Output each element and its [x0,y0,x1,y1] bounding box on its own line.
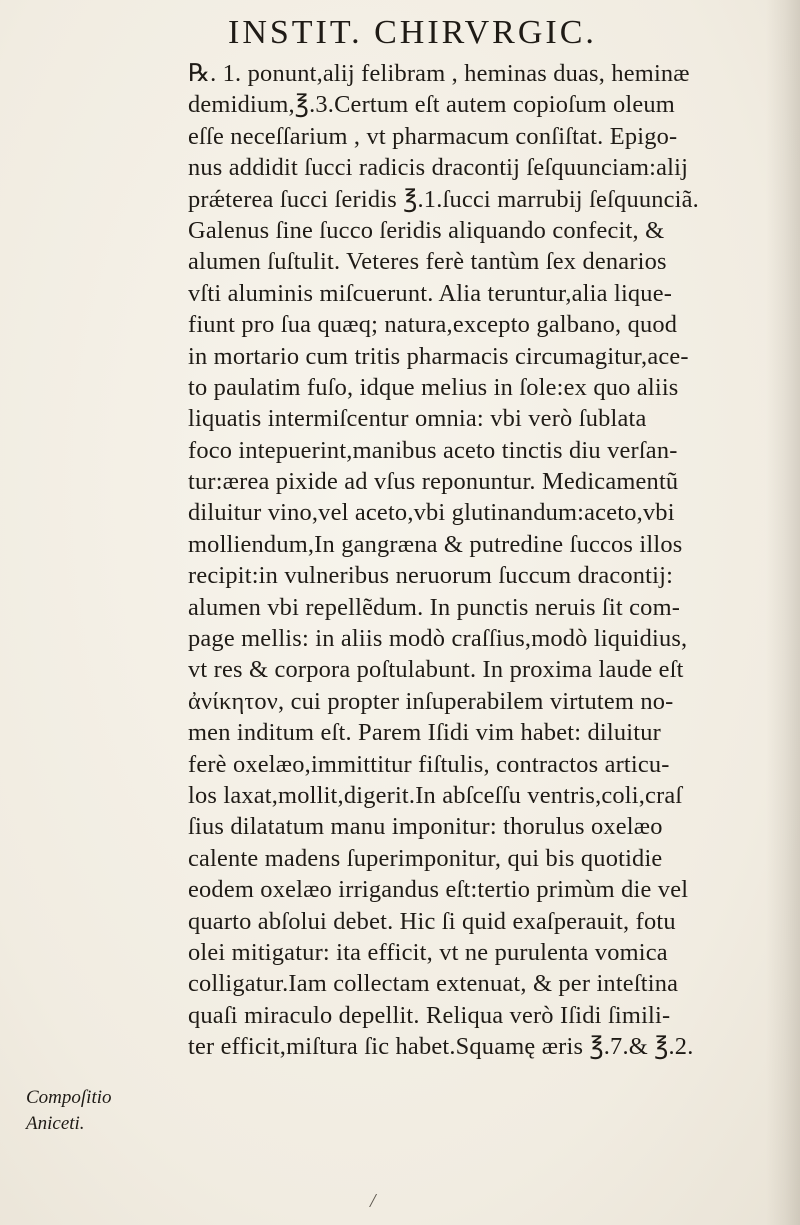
marginal-note-line-1: Compoſitio [26,1087,112,1108]
text-line: calente madens ſuperimponitur, qui bis quotidie [188,844,663,872]
text-line: alumen ſuſtulit. Veteres ferè tantùm ſex denarios [188,248,667,276]
text-line: fiunt pro ſua quæq; natura,excepto galbano, quod [188,311,678,339]
text-line: eſſe neceſſarium , vt pharmacum conſiſtat. Epigo- [188,122,678,150]
text-line: quaſi miraculo depellit. Reliqua verò Iſidi ſimili- [188,1001,671,1029]
text-line: foco intepuerint,manibus aceto tinctis diu verſan- [188,436,678,464]
text-line: page mellis: in aliis modò craſſius,modò liquidius, [188,625,688,653]
text-line: prǽterea ſucci ſeridis ℥.1.ſucci marrubij ſeſquunciã. [188,185,699,213]
text-line: recipit:in vulneribus neruorum ſuccum dracontij: [188,562,674,590]
text-line: to paulatim fuſo, idque melius in ſole:ex quo aliis [188,373,679,401]
text-line: men inditum eſt. Parem Iſidi vim habet: diluitur [188,719,661,747]
body-text [188,58,798,1063]
text-line: colligatur.Iam collectam extenuat, & per inteſtina [188,970,679,998]
running-head: INSTIT. CHIRVRGIC. [228,14,597,51]
text-line: in mortario cum tritis pharmacis circumagitur,ace- [188,342,689,370]
text-line: ℞. 1. ponunt,alij felibram , heminas duas, heminæ [188,60,690,87]
text-line: demidium,℥.3.Certum eſt autem copioſum oleum [188,91,675,119]
text-line: molliendum,In gangræna & putredine ſuccos illos [188,530,683,558]
text-line: los laxat,mollit,digerit.In abſceſſu ventris,coli,craſ [188,781,683,809]
text-line: liquatis intermiſcentur omnia: vbi verò ſublata [188,405,647,433]
text-line: quarto abſolui debet. Hic ſi quid exaſperauit, fotu [188,907,676,935]
text-line: ἀνίκητον, cui propter inſuperabilem virtutem no- [188,687,674,715]
text-line: vt res & corpora poſtulabunt. In proxima laude eſt [188,656,684,684]
text-line: tur:ærea pixide ad vſus reponuntur. Medicamentũ [188,468,679,496]
text-line: diluitur vino,vel aceto,vbi glutinandum:aceto,vbi [188,499,675,527]
text-line: olei mitigatur: ita efficit, vt ne purulenta vomica [188,938,668,966]
text-line: ferè oxelæo,immittitur fiſtulis, contractos articu- [188,750,670,778]
text-line: ter efficit,miſtura ſic habet.Squamę æris ℥.7.& ℥.2. [188,1033,694,1061]
text-line: vſti aluminis miſcuerunt. Alia teruntur,alia lique- [188,279,673,307]
foot-mark: / [370,1190,376,1212]
text-line: eodem oxelæo irrigandus eſt:tertio primùm die vel [188,876,689,904]
marginal-note-line-2: Aniceti. [26,1113,85,1134]
text-line: Galenus ſine ſucco ſeridis aliquando confecit, & [188,216,665,244]
text-line: alumen vbi repellẽdum. In punctis neruis ſit com- [188,593,681,621]
text-line: nus addidit ſucci radicis dracontij ſeſquunciam:alij [188,154,689,182]
text-line: ſius dilatatum manu imponitur: thorulus oxelæo [188,813,663,841]
